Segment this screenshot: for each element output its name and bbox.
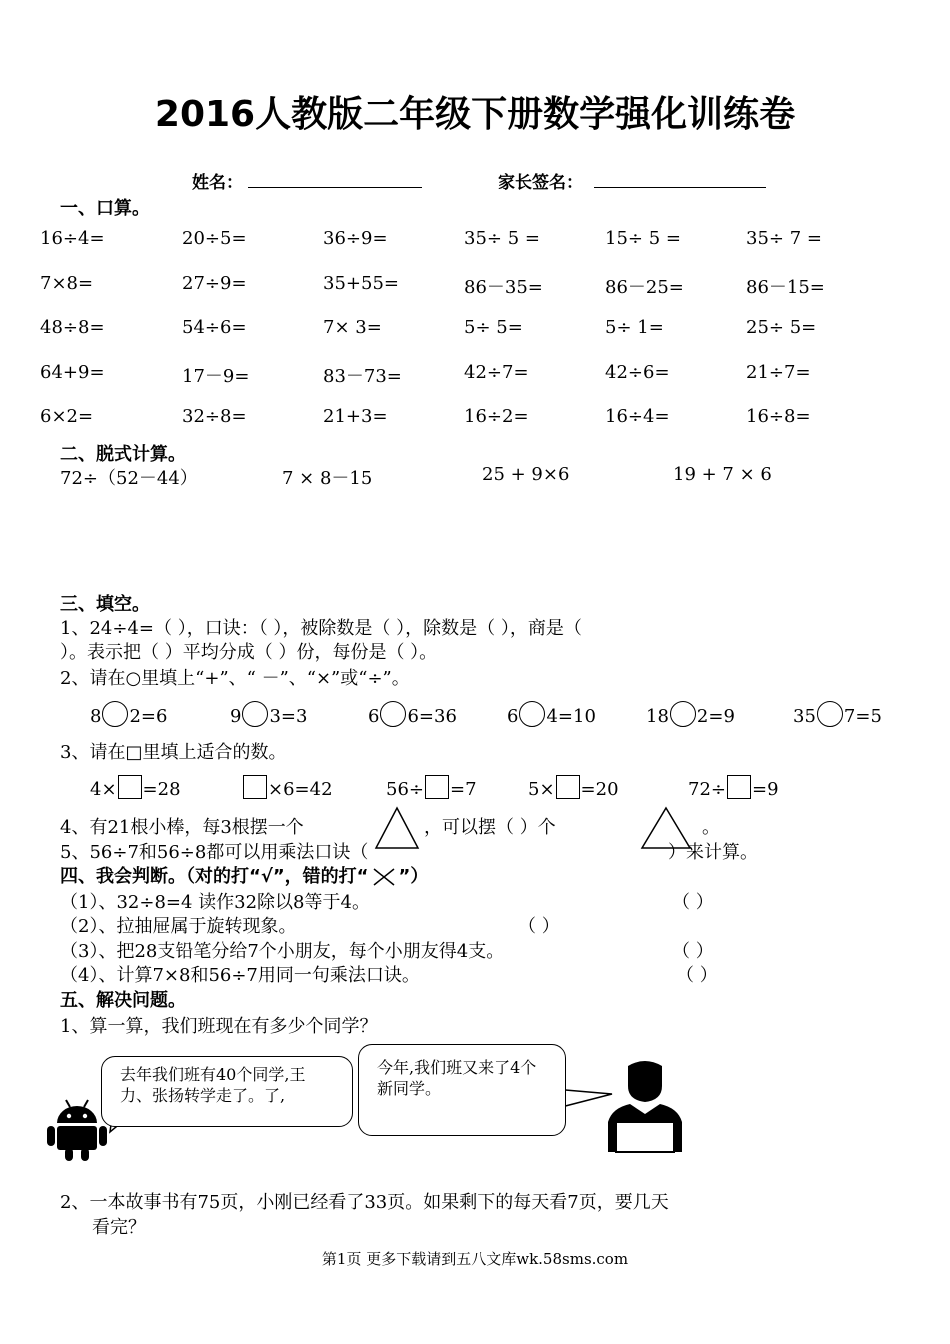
cross-icon	[371, 866, 397, 888]
fill-q4-end: 。	[702, 817, 720, 838]
operand: 2=9	[696, 706, 735, 727]
operand: 35	[793, 706, 816, 727]
operand: =7	[450, 779, 477, 800]
circle-item-4	[507, 704, 596, 730]
oral-calc-item: 16÷2=	[464, 406, 529, 427]
box-item-1	[90, 778, 181, 802]
box-item-4	[528, 778, 619, 802]
oral-calc-item: 42÷6=	[605, 361, 670, 383]
answer-circle[interactable]	[102, 701, 128, 727]
operand: 3=3	[269, 706, 308, 727]
section4-heading-text: 四、我会判断。（对的打“√”，错的打“	[60, 866, 369, 887]
answer-box[interactable]	[118, 775, 142, 799]
box-item-3	[386, 778, 477, 802]
judge-mark-2[interactable]: （ ）	[518, 916, 560, 937]
speech-bubble-this-year: 今年,我们班又来了4个新同学。	[358, 1044, 566, 1136]
judge-mark-1[interactable]: （ ）	[672, 892, 714, 913]
operand: 8	[90, 706, 102, 727]
answer-box[interactable]	[425, 775, 449, 799]
oral-calc-item: 5÷ 1=	[605, 317, 664, 338]
operand: 6	[507, 706, 519, 727]
oral-calc-item: 21+3=	[323, 406, 388, 427]
operand: 18	[646, 706, 669, 727]
operand: 5×	[528, 779, 555, 800]
problem-q2-line2: 看完？	[92, 1217, 146, 1238]
operand: 4=10	[546, 706, 596, 727]
oral-calc-item: 27÷9=	[182, 272, 247, 294]
answer-box[interactable]	[243, 775, 267, 799]
fill-q1-line2: ）。表示把（ ）平均分成（ ）份，每份是（ ）。	[60, 642, 438, 663]
name-label: 姓名：	[192, 173, 243, 193]
oral-calc-item: 35+55=	[323, 272, 399, 294]
step-calc-2: 7 × 8－15	[282, 468, 373, 489]
problem-q2-line1: 2、一本故事书有75页，小刚已经看了33页。如果剩下的每天看7页，要几天	[60, 1192, 669, 1213]
judge-item-2: （2）、拉抽屉属于旋转现象。	[60, 916, 297, 937]
fill-q5-start: 5、56÷7和56÷8都可以用乘法口诀（	[60, 842, 369, 863]
answer-circle[interactable]	[817, 701, 843, 727]
step-calc-1: 72÷（52－44）	[60, 468, 198, 489]
operand: 6=36	[407, 706, 457, 727]
section4-heading-end: ”）	[398, 866, 429, 887]
circle-item-1	[90, 704, 167, 730]
oral-calc-item: 6×2=	[40, 406, 94, 427]
oral-calc-item: 86－25=	[605, 276, 684, 298]
operand: 2=6	[129, 706, 168, 727]
oral-calc-item: 86－35=	[464, 276, 543, 298]
oral-calc-item: 83－73=	[323, 365, 402, 387]
oral-calc-item: 54÷6=	[182, 317, 247, 338]
answer-box[interactable]	[727, 775, 751, 799]
oral-calc-item: 16÷4=	[40, 228, 105, 249]
judge-mark-4[interactable]: （ ）	[676, 965, 718, 986]
problem-q1: 1、算一算，我们班现在有多少个同学？	[60, 1016, 378, 1037]
fill-q4-middle: ，可以摆（ ）个	[424, 817, 556, 838]
oral-calc-item: 17－9=	[182, 365, 250, 387]
operand: =20	[580, 779, 619, 800]
oral-calc-item: 35÷ 7 =	[746, 228, 822, 249]
parent-signature-label: 家长签名：	[498, 173, 583, 193]
section2-heading: 二、脱式计算。	[60, 444, 186, 465]
oral-calc-item: 25÷ 5=	[746, 317, 817, 338]
circle-item-6	[793, 704, 882, 730]
oral-calc-item: 5÷ 5=	[464, 317, 523, 338]
operand: =28	[142, 779, 181, 800]
operand: 56÷	[386, 779, 424, 800]
section3-heading: 三、填空。	[60, 594, 150, 615]
judge-mark-3[interactable]: （ ）	[672, 941, 714, 962]
box-item-5	[688, 778, 779, 802]
fill-q1-line1: 1、24÷4=（ ），口诀：（ ），被除数是（ ），除数是（ ），商是（	[60, 618, 582, 639]
oral-calc-item: 35÷ 5 =	[464, 228, 540, 249]
operand: 4×	[90, 779, 117, 800]
operand: ×6=42	[268, 779, 333, 800]
oral-calc-item: 42÷7=	[464, 361, 529, 383]
section5-heading: 五、解决问题。	[60, 990, 186, 1011]
triangle-icon	[374, 806, 420, 850]
section4-heading	[60, 862, 428, 888]
step-calc-4: 19 + 7 × 6	[673, 464, 772, 485]
circle-item-5	[646, 704, 735, 730]
circle-item-2	[230, 704, 307, 730]
oral-calc-item: 36÷9=	[323, 228, 388, 249]
oral-calc-item: 64+9=	[40, 361, 105, 383]
fill-q3: 3、请在□里填上适合的数。	[60, 742, 287, 763]
operand: 7=5	[843, 706, 882, 727]
answer-circle[interactable]	[380, 701, 406, 727]
parent-signature-field[interactable]	[594, 169, 766, 188]
step-calc-3: 25 + 9×6	[482, 464, 570, 485]
answer-circle[interactable]	[670, 701, 696, 727]
oral-calc-item: 15÷ 5 =	[605, 228, 681, 249]
operand: 72÷	[688, 779, 726, 800]
answer-box[interactable]	[556, 775, 580, 799]
oral-calc-item: 20÷5=	[182, 228, 247, 249]
oral-calc-item: 16÷4=	[605, 406, 670, 427]
fill-q4-start: 4、有21根小棒，每3根摆一个	[60, 817, 304, 838]
page-title: 2016人教版二年级下册数学强化训练卷	[154, 94, 796, 135]
fill-q5-end: ）来计算。	[668, 842, 758, 863]
operand: 6	[368, 706, 380, 727]
section1-heading: 一、口算。	[60, 198, 150, 219]
fill-q2: 2、请在○里填上“+”、“ －”、“×”或“÷”。	[60, 668, 410, 689]
name-field[interactable]	[248, 169, 422, 188]
oral-calc-item: 7× 3=	[323, 317, 382, 338]
answer-circle[interactable]	[519, 701, 545, 727]
oral-calc-item: 7×8=	[40, 272, 94, 294]
circle-item-3	[368, 704, 457, 730]
teacher-person-icon	[606, 1056, 684, 1156]
judge-item-3: （3）、把28支铅笔分给7个小朋友，每个小朋友得4支。	[60, 941, 505, 962]
oral-calc-item: 86－15=	[746, 276, 825, 298]
judge-item-4: （4）、计算7×8和56÷7用同一句乘法口诀。	[60, 965, 420, 986]
operand: 9	[230, 706, 242, 727]
oral-calc-item: 32÷8=	[182, 406, 247, 427]
oral-calc-item: 48÷8=	[40, 317, 105, 338]
page-footer: 第1页 更多下载请到五八文库wk.58sms.com	[321, 1250, 629, 1268]
judge-item-1: （1）、32÷8=4 读作32除以8等于4。	[60, 892, 370, 913]
operand: =9	[752, 779, 779, 800]
box-item-2	[242, 778, 333, 802]
answer-circle[interactable]	[242, 701, 268, 727]
oral-calc-item: 21÷7=	[746, 361, 811, 383]
oral-calc-item: 16÷8=	[746, 406, 811, 427]
speech-bubble-last-year: 去年我们班有40个同学,王力、张扬转学走了。了,	[101, 1056, 353, 1127]
